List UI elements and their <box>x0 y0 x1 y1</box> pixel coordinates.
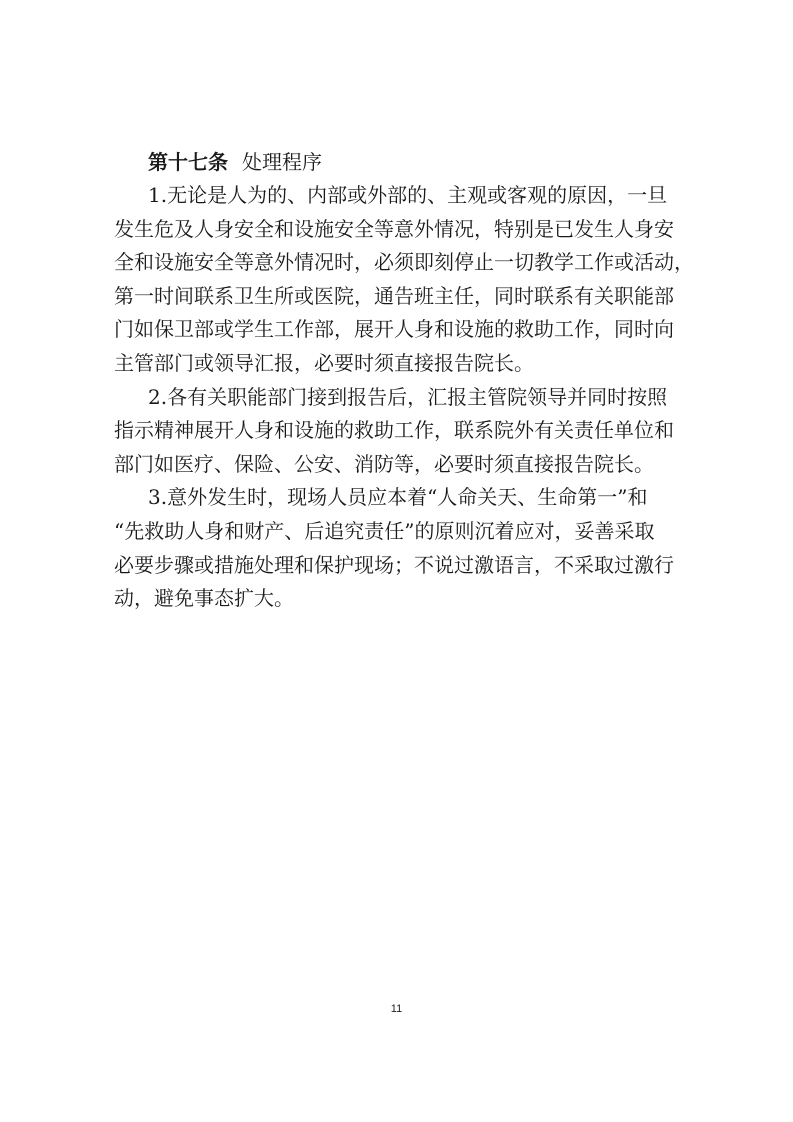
text-line: 2.各有关职能部门接到报告后，汇报主管院领导并同时按照 <box>148 384 668 409</box>
document-body <box>114 145 694 616</box>
paragraph-3 <box>114 481 694 615</box>
article-title: 处理程序 <box>242 150 322 174</box>
text-line: 动，避免事态扩大。 <box>114 586 294 611</box>
paragraph-1 <box>114 179 694 381</box>
text-line: 3.意外发生时，现场人员应本着“人命关天、生命第一”和 <box>148 485 648 510</box>
text-line: 1.无论是人为的、内部或外部的、主观或客观的原因，一旦 <box>148 183 668 207</box>
paragraph-2 <box>114 381 694 482</box>
text-line: 门如保卫部或学生工作部，展开人身和设施的救助工作，同时向 <box>114 317 674 342</box>
text-line: 指示精神展开人身和设施的救助工作，联系院外有关责任单位和 <box>114 418 674 443</box>
text-line: 必要步骤或措施处理和保护现场；不说过激语言，不采取过激行 <box>114 552 674 577</box>
article-heading <box>114 145 694 179</box>
article-number: 第十七条 <box>148 150 228 174</box>
page-number: 11 <box>390 1003 403 1015</box>
text-line: 第一时间联系卫生所或医院，通告班主任，同时联系有关职能部 <box>114 283 674 308</box>
text-line: 全和设施安全等意外情况时，必须即刻停止一切教学工作或活动， <box>114 250 694 275</box>
text-line: 部门如医疗、保险、公安、消防等，必要时须直接报告院长。 <box>114 451 654 476</box>
text-line: 发生危及人身安全和设施安全等意外情况，特别是已发生人身安 <box>114 216 674 241</box>
text-line: 主管部门或领导汇报，必要时须直接报告院长。 <box>114 350 534 375</box>
text-line: “先救助人身和财产、后追究责任”的原则沉着应对，妥善采取 <box>114 518 655 543</box>
